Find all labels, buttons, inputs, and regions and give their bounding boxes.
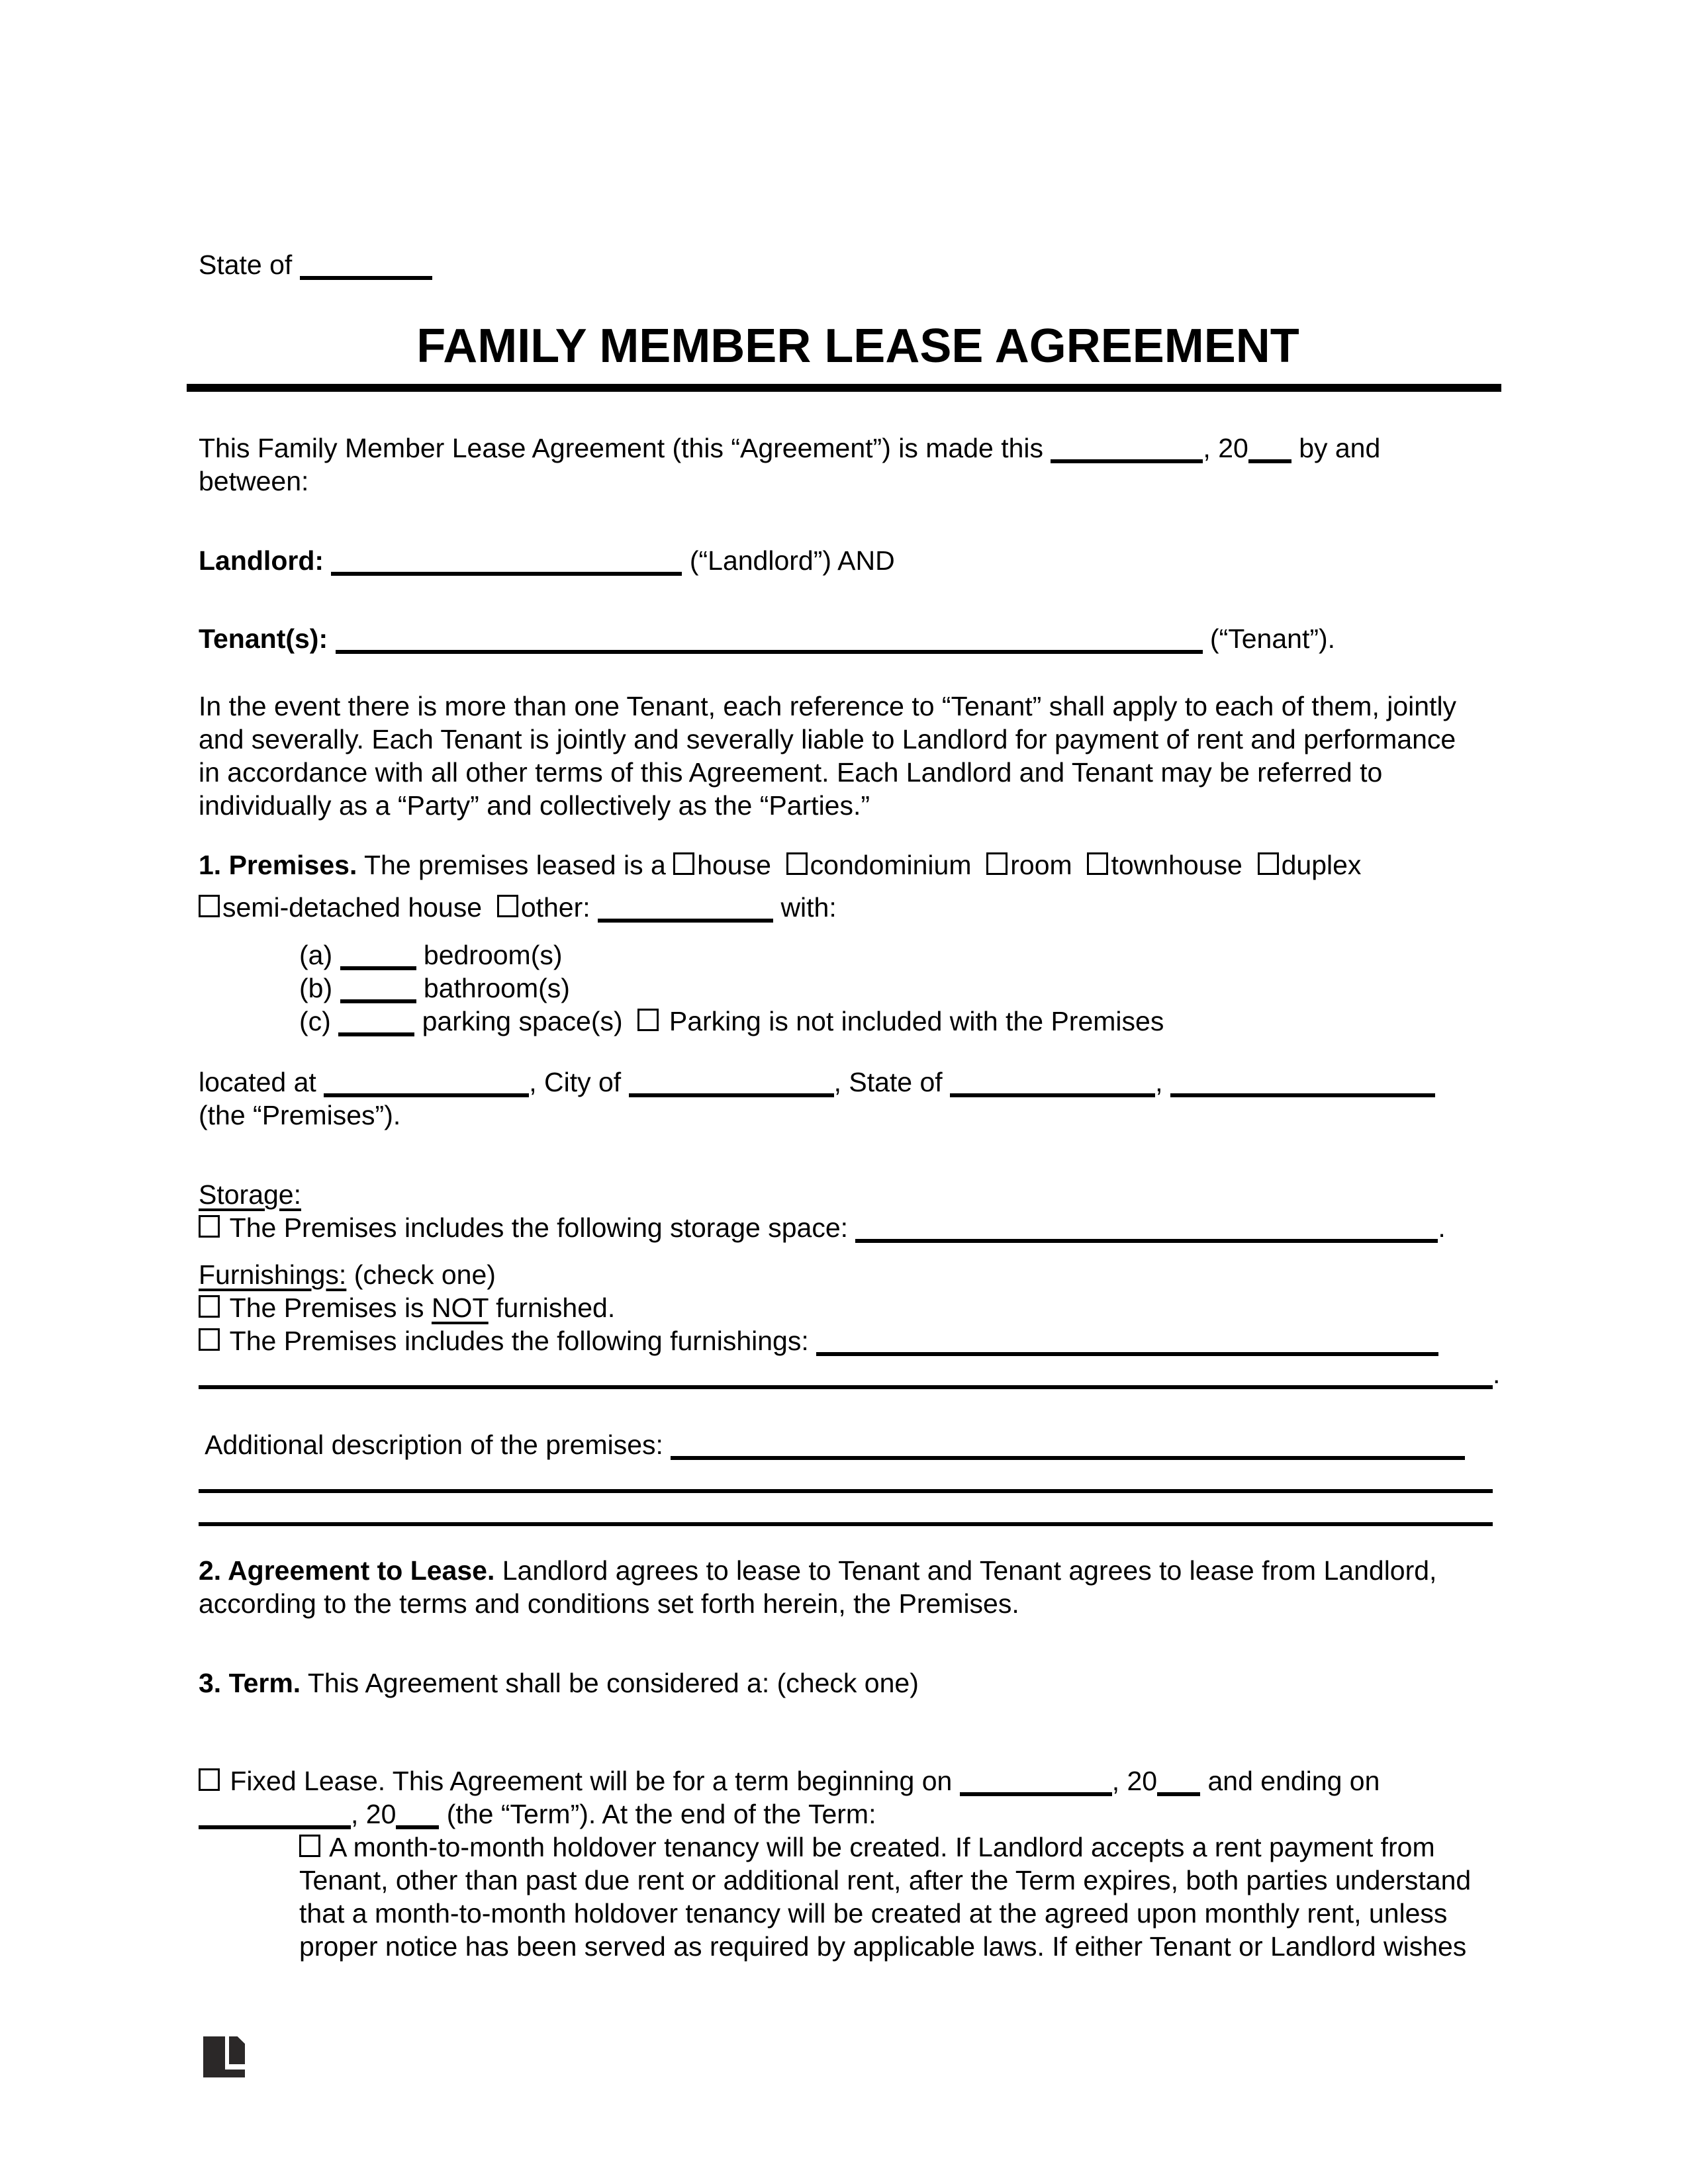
checkbox-icon[interactable] [986, 852, 1008, 875]
blank-field[interactable] [199, 1825, 351, 1829]
blank-field[interactable] [598, 919, 773, 923]
text-run: Fixed Lease. This Agreement will be for a term beginning on [222, 1766, 960, 1796]
text-run: (check one) [346, 1259, 496, 1290]
text-run: in accordance with all other terms of this Agreement. Each Landlord and Tenant may be referred to [199, 757, 1383, 788]
text-run: This Agreement shall be considered a: (check one) [301, 1668, 919, 1698]
text-run: located at [199, 1067, 324, 1097]
text-run: A month-to-month holdover tenancy will be created. If Landlord accepts a rent payment from [323, 1832, 1435, 1862]
text-run: . [1438, 1212, 1446, 1243]
checkbox-icon[interactable] [1087, 852, 1108, 875]
text-run: Parking is not included with the Premises [661, 1006, 1164, 1036]
premises-line-2 [199, 891, 1517, 924]
holdover-line-1 [299, 1831, 1517, 1864]
blank-field[interactable] [300, 276, 432, 280]
storage-option-line [199, 1211, 1517, 1244]
blank-field[interactable] [336, 650, 1203, 654]
text-run: semi-detached house [222, 892, 497, 923]
checkbox-icon[interactable] [199, 1215, 220, 1238]
text-run: The Premises includes the following furnishings: [222, 1326, 817, 1356]
tenant-line [199, 622, 1517, 655]
premises-line-1 [199, 848, 1517, 882]
text-run: , 20 [351, 1799, 397, 1829]
underlined-text-run: NOT [431, 1293, 489, 1323]
text-run: other: [520, 892, 598, 923]
text-run: room [1010, 850, 1088, 880]
blank-field[interactable] [1157, 1792, 1200, 1796]
underlined-text-run: Furnishings: [199, 1259, 347, 1290]
text-run: , City of [529, 1067, 629, 1097]
blank-field[interactable] [1051, 459, 1203, 463]
text-run: . [1493, 1359, 1501, 1389]
blank-field[interactable] [950, 1093, 1155, 1097]
checkbox-icon[interactable] [1258, 852, 1279, 875]
logo-horizontal-bar [225, 2064, 245, 2070]
text-run: furnished. [488, 1293, 616, 1323]
blank-field[interactable] [340, 966, 416, 970]
text-run: bathroom(s) [416, 973, 570, 1003]
blank-field[interactable] [960, 1792, 1112, 1796]
furnishings-heading [199, 1258, 1517, 1291]
bold-text-run: Tenant(s): [199, 623, 328, 654]
checkbox-icon[interactable] [497, 895, 518, 917]
checkbox-icon[interactable] [199, 1295, 220, 1318]
text-run: Tenant, other than past due rent or additional rent, after the Term expires, both parties understand [299, 1865, 1472, 1895]
fixed-lease-line-2 [199, 1797, 1517, 1831]
underlined-text-run: Storage: [199, 1179, 301, 1210]
text-run: and ending on [1200, 1766, 1380, 1796]
bold-text-run: 3. Term. [199, 1668, 301, 1698]
text-run: , 20 [1111, 1766, 1158, 1796]
holdover-paragraph [299, 1831, 1517, 1963]
checkbox-icon[interactable] [786, 852, 808, 875]
additional-description-line [199, 1428, 1517, 1461]
checkbox-icon[interactable] [199, 1328, 220, 1351]
text-run: between: [199, 466, 309, 496]
bold-text-run: 2. Agreement to Lease. [199, 1555, 495, 1586]
additional-blank-line-1 [199, 1461, 1517, 1494]
blank-field[interactable] [1248, 459, 1291, 463]
text-run: parking space(s) [414, 1006, 638, 1036]
premises-item-a [299, 938, 1517, 972]
premises-item-b [299, 972, 1517, 1005]
text-run: (c) [299, 1006, 339, 1036]
text-run: bedroom(s) [416, 940, 563, 970]
premises-item-c [299, 1005, 1517, 1038]
text-run: (the “Term”). At the end of the Term: [439, 1799, 876, 1829]
blank-field[interactable] [199, 1522, 1493, 1526]
blank-field[interactable] [396, 1825, 439, 1829]
blank-field[interactable] [331, 572, 682, 576]
blank-field[interactable] [629, 1093, 834, 1097]
checkbox-icon[interactable] [637, 1009, 659, 1031]
furnishings-includes-line [199, 1324, 1517, 1357]
holdover-line-4 [299, 1930, 1517, 1963]
legal-templates-logo [203, 2036, 245, 2077]
text-run [328, 623, 335, 654]
blank-field[interactable] [338, 1032, 414, 1036]
joint-paragraph-line-2 [199, 723, 1517, 756]
text-run: and severally. Each Tenant is jointly and severally liable to Landlord for payment of rent and performance [199, 724, 1456, 754]
located-line-1 [199, 1066, 1517, 1099]
text-run: (a) [299, 940, 340, 970]
title-rule [187, 384, 1501, 392]
text-run: , 20 [1203, 433, 1248, 463]
joint-paragraph-line-4 [199, 789, 1517, 822]
intro-line-1 [199, 432, 1517, 465]
furnishings-continuation-line [199, 1357, 1517, 1390]
text-run: that a month-to-month holdover tenancy will be created at the agreed upon monthly rent, unless [299, 1898, 1448, 1929]
text-run: proper notice has been served as required by applicable laws. If either Tenant or Landlord wishes [299, 1931, 1467, 1962]
state-line [199, 248, 1517, 281]
text-run: The Premises includes the following storage space: [222, 1212, 856, 1243]
text-run: In the event there is more than one Tenant, each reference to “Tenant” shall apply to each of them, jointly [199, 691, 1457, 721]
text-run: (the “Premises”). [199, 1100, 401, 1130]
agreement-to-lease-line-2 [199, 1587, 1517, 1620]
text-run: townhouse [1111, 850, 1258, 880]
text-run: , State of [833, 1067, 951, 1097]
agreement-to-lease-line-1 [199, 1554, 1517, 1587]
text-run: (b) [299, 973, 340, 1003]
blank-field[interactable] [199, 1385, 1493, 1389]
blank-field[interactable] [816, 1352, 1438, 1356]
checkbox-icon[interactable] [199, 895, 220, 917]
blank-field[interactable] [855, 1239, 1438, 1243]
checkbox-icon[interactable] [299, 1835, 320, 1857]
text-run [324, 545, 331, 576]
text-run: individually as a “Party” and collectively as the “Parties.” [199, 790, 870, 821]
text-run: Additional description of the premises: [199, 1430, 671, 1460]
joint-paragraph-line-1 [199, 690, 1517, 723]
text-run: duplex [1281, 850, 1362, 880]
text-run: with: [773, 892, 837, 923]
intro-line-2 [199, 465, 1517, 498]
text-run: by and [1291, 433, 1381, 463]
text-run: Landlord agrees to lease to Tenant and Tenant agrees to lease from Landlord, [494, 1555, 1437, 1586]
text-run: condominium [810, 850, 987, 880]
text-run: The Premises is [222, 1293, 432, 1323]
text-run: (“Landlord”) AND [682, 545, 895, 576]
document-content [199, 0, 1517, 1963]
blank-field[interactable] [340, 999, 416, 1003]
landlord-line [199, 544, 1517, 577]
text-run: according to the terms and conditions set forth herein, the Premises. [199, 1588, 1019, 1619]
text-run: The premises leased is a [357, 850, 674, 880]
text-run: This Family Member Lease Agreement (this “Agreement”) is made this [199, 433, 1051, 463]
text-run: (“Tenant”). [1202, 623, 1336, 654]
text-run: house [697, 850, 786, 880]
text-run: , [1155, 1067, 1170, 1097]
bold-text-run: Landlord: [199, 545, 324, 576]
holdover-line-2 [299, 1864, 1517, 1897]
text-run: State of [199, 250, 300, 280]
blank-field[interactable] [1170, 1093, 1435, 1097]
checkbox-icon[interactable] [199, 1768, 220, 1791]
checkbox-icon[interactable] [673, 852, 694, 875]
joint-paragraph-line-3 [199, 756, 1517, 789]
storage-heading [199, 1178, 1517, 1211]
blank-field[interactable] [199, 1489, 1493, 1493]
located-line-2 [199, 1099, 1517, 1132]
additional-blank-line-2 [199, 1494, 1517, 1527]
holdover-line-3 [299, 1897, 1517, 1930]
furnishings-not-line [199, 1291, 1517, 1324]
fixed-lease-line-1 [199, 1764, 1517, 1797]
logo-vertical-bar [225, 2036, 229, 2064]
term-line [199, 1666, 1517, 1700]
blank-field[interactable] [671, 1456, 1465, 1460]
bold-text-run: 1. Premises. [199, 850, 357, 880]
document-title: FAMILY MEMBER LEASE AGREEMENT [416, 320, 1299, 373]
blank-field[interactable] [324, 1093, 529, 1097]
